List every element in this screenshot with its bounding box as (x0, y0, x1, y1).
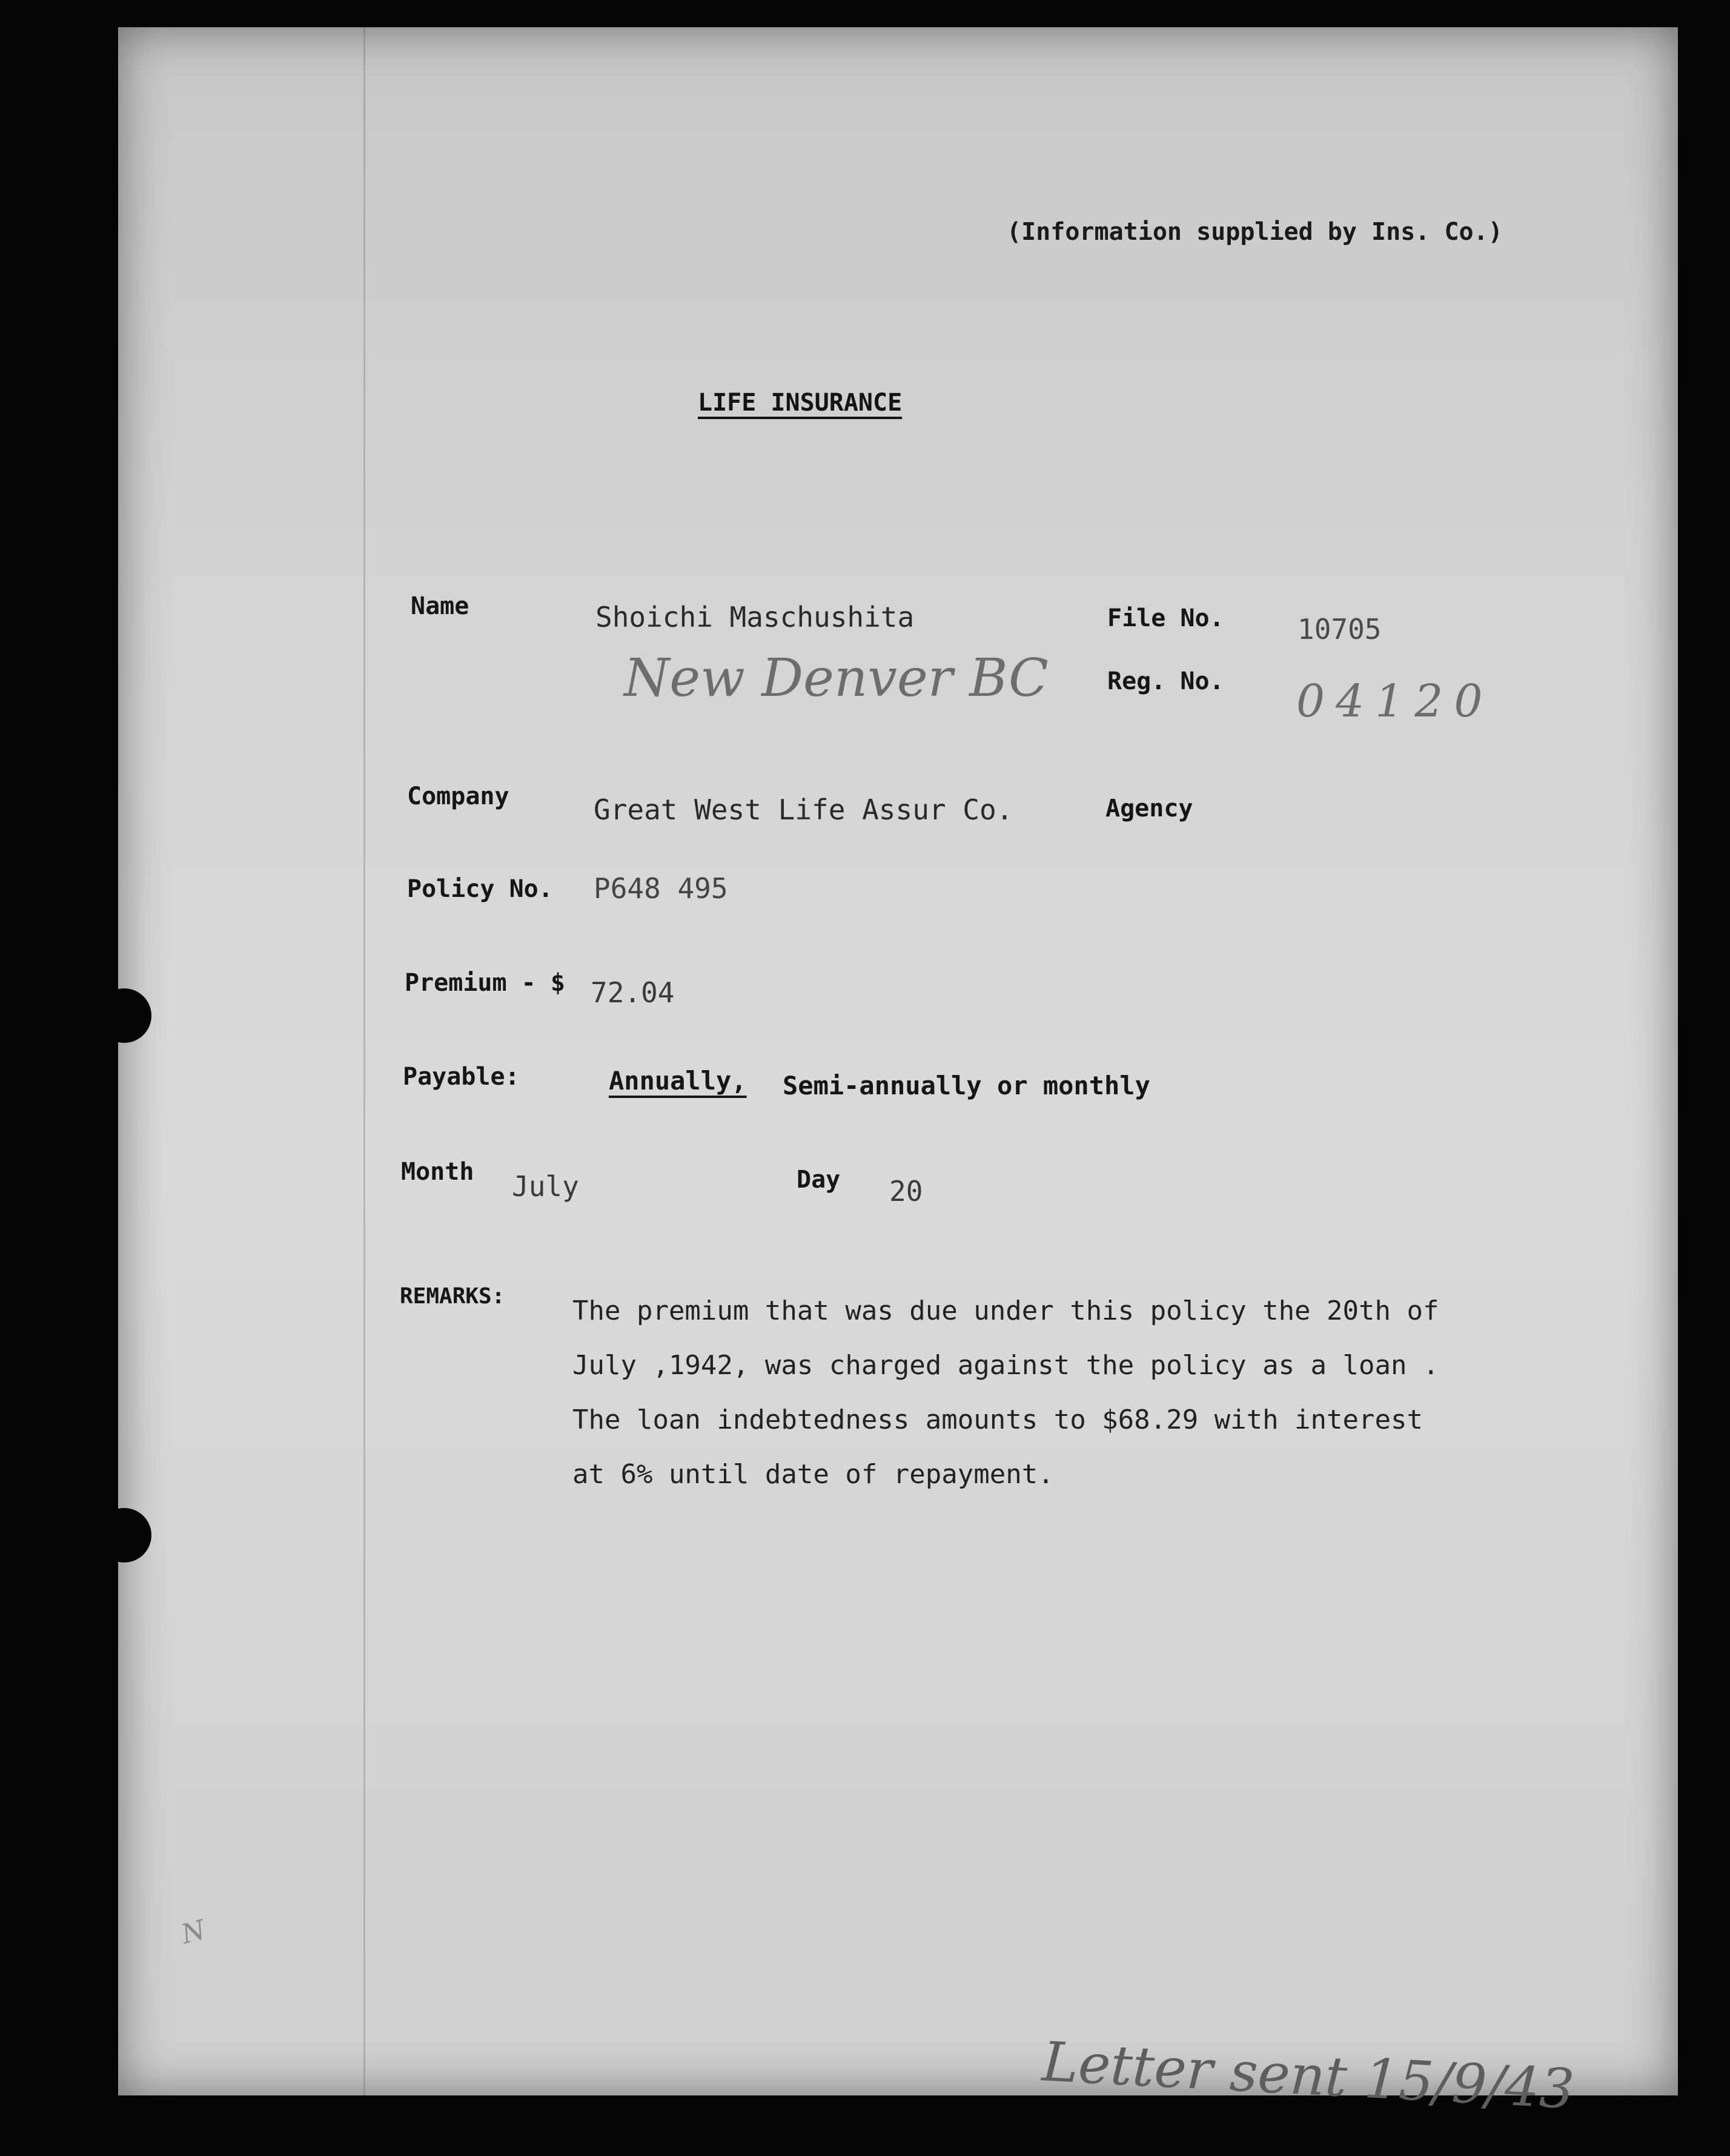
reg-no-label: Reg. No. (1107, 667, 1224, 695)
handwritten-footer-note: Letter sent 15/9/43 (1040, 2030, 1576, 2121)
remarks-body (572, 1284, 1614, 1502)
file-no-label: File No. (1107, 604, 1224, 632)
payable-options: Semi-annually or monthly (783, 1071, 1150, 1100)
month-label: Month (401, 1158, 474, 1186)
agency-label: Agency (1105, 795, 1193, 822)
month-value: July (512, 1170, 579, 1203)
page-title: LIFE INSURANCE (698, 389, 903, 417)
premium-label: Premium - $ (405, 969, 565, 997)
remarks-label: REMARKS: (400, 1284, 505, 1309)
document-page (118, 27, 1678, 2095)
handwritten-location: New Denver BC (624, 648, 1049, 709)
name-value: Shoichi Maschushita (595, 601, 915, 633)
name-label: Name (411, 592, 469, 620)
company-label: Company (407, 782, 509, 810)
payable-label: Payable: (403, 1063, 520, 1091)
punch-hole-lower (97, 1508, 151, 1562)
policy-no-value: P648 495 (594, 872, 728, 905)
header-note: (Information supplied by Ins. Co.) (1007, 218, 1503, 246)
fold-line (363, 27, 365, 2095)
file-no-value: 10705 (1298, 613, 1382, 646)
punch-hole-upper (97, 988, 151, 1043)
remarks-line: at 6% until date of repayment. (572, 1459, 1054, 1490)
day-label: Day (797, 1166, 841, 1194)
reg-no-value: 04120 (1296, 675, 1494, 727)
remarks-line: July ,1942, was charged against the policy as a loan . (572, 1350, 1439, 1381)
margin-mark: N (178, 1914, 209, 1951)
policy-no-label: Policy No. (407, 875, 553, 903)
company-value: Great West Life Assur Co. (594, 793, 1013, 826)
remarks-line: The premium that was due under this policy the 20th of (572, 1295, 1439, 1326)
day-value: 20 (889, 1175, 923, 1208)
premium-value: 72.04 (591, 976, 675, 1009)
remarks-line: The loan indebtedness amounts to $68.29 with interest (572, 1404, 1423, 1435)
payable-annually: Annually, (609, 1066, 747, 1096)
